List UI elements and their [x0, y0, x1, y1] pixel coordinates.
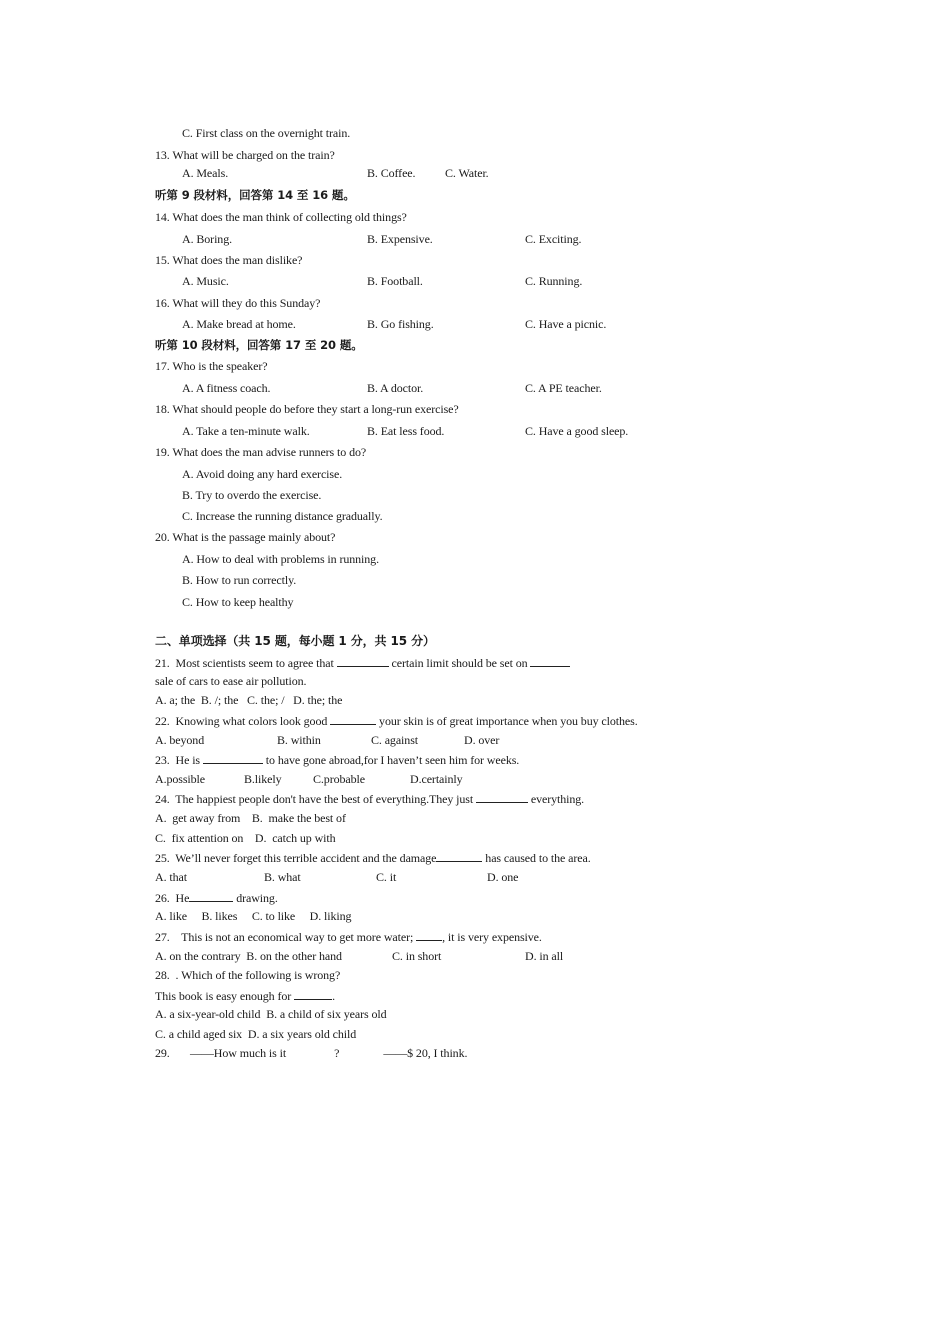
q15-option-b: B. Football.	[367, 274, 423, 288]
q29-text-2: ?	[334, 1046, 340, 1060]
q23-option-b: B.likely	[244, 772, 282, 786]
q20-option-b: B. How to run correctly.	[182, 573, 297, 587]
q21-text-1: 21. Most scientists seem to agree that	[155, 656, 337, 670]
q24-options-1: A. get away from B. make the best of	[155, 811, 346, 825]
listening-header-9: 听第 9 段材料，回答第 14 至 16 题。	[155, 188, 355, 202]
q20-stem: 20. What is the passage mainly about?	[155, 530, 336, 544]
q29-text-1: 29. ——How much is it	[155, 1046, 287, 1060]
q28-line	[155, 988, 335, 1003]
q25-option-b: B. what	[264, 870, 301, 884]
q21-line	[155, 655, 570, 670]
q25-text-2: has caused to the area.	[482, 851, 591, 865]
q27-text-1: 27. This is not an economical way to get more water;	[155, 930, 417, 944]
q27-option-d: D. in all	[525, 949, 564, 963]
q15-option-c: C. Running.	[525, 274, 583, 288]
section-2-title: 二、单项选择（共 15 题，每小题 1 分，共 15 分）	[155, 634, 435, 648]
q23-option-c: C.probable	[313, 772, 365, 786]
q21-blank-2	[530, 655, 570, 667]
q14-option-c: C. Exciting.	[525, 232, 582, 246]
q28-text-1: This book is easy enough for	[155, 989, 295, 1003]
q14-stem: 14. What does the man think of collecting old things?	[155, 210, 407, 224]
q17-option-c: C. A PE teacher.	[525, 381, 602, 395]
q22-line	[155, 713, 638, 728]
q28-options-1: A. a six-year-old child B. a child of six years old	[155, 1007, 387, 1021]
listening-header-10: 听第 10 段材料，回答第 17 至 20 题。	[155, 338, 363, 352]
q21-line-2: sale of cars to ease air pollution.	[155, 674, 307, 688]
q18-stem: 18. What should people do before they start a long-run exercise?	[155, 402, 459, 416]
q19-option-c: C. Increase the running distance gradually.	[182, 509, 383, 523]
q24-text-2: everything.	[527, 792, 585, 806]
q18-option-a: A. Take a ten-minute walk.	[182, 424, 310, 438]
q26-text-2: drawing.	[233, 891, 278, 905]
q16-option-a: A. Make bread at home.	[182, 317, 296, 331]
q24-text-1: 24. The happiest people don't have the best of everything.They just	[155, 792, 476, 806]
q24-line	[155, 791, 584, 806]
q23-line	[155, 752, 519, 767]
q26-text-1: 26. He	[155, 891, 190, 905]
q22-option-b: B. within	[277, 733, 321, 747]
q14-option-a: A. Boring.	[182, 232, 233, 246]
q29-line	[155, 1046, 467, 1060]
q23-option-d: D.certainly	[410, 772, 463, 786]
q19-option-a: A. Avoid doing any hard exercise.	[182, 467, 343, 481]
q26-blank	[189, 890, 233, 902]
q22-text-1: 22. Knowing what colors look good	[155, 714, 331, 728]
q14-option-b: B. Expensive.	[367, 232, 433, 246]
q22-text-2: your skin is of great importance when you buy clothes.	[376, 714, 638, 728]
q17-option-b: B. A doctor.	[367, 381, 424, 395]
q15-stem: 15. What does the man dislike?	[155, 253, 303, 267]
q27-blank	[416, 929, 442, 941]
q13-option-c: C. Water.	[445, 166, 489, 180]
q23-blank	[203, 752, 263, 764]
q17-stem: 17. Who is the speaker?	[155, 359, 268, 373]
q27-line	[155, 929, 542, 944]
q13-stem: 13. What will be charged on the train?	[155, 148, 335, 162]
q25-option-c: C. it	[376, 870, 397, 884]
q22-blank	[330, 713, 376, 725]
q18-option-b: B. Eat less food.	[367, 424, 445, 438]
q27-option-c: C. in short	[392, 949, 442, 963]
q23-text-2: to have gone abroad,for I haven’t seen him for weeks.	[262, 753, 520, 767]
q28-options-2: C. a child aged six D. a six years old child	[155, 1027, 357, 1041]
q12-option-c: C. First class on the overnight train.	[182, 126, 351, 140]
q22-option-a: A. beyond	[155, 733, 205, 747]
q18-option-c: C. Have a good sleep.	[525, 424, 629, 438]
q20-option-c: C. How to keep healthy	[182, 595, 294, 609]
q28-text-2: .	[332, 989, 335, 1003]
q13-option-a: A. Meals.	[182, 166, 229, 180]
q19-option-b: B. Try to overdo the exercise.	[182, 488, 322, 502]
q27-options-ab: A. on the contrary B. on the other hand	[155, 949, 342, 963]
q21-blank-1	[337, 655, 389, 667]
q13-option-b: B. Coffee.	[367, 166, 416, 180]
q17-option-a: A. A fitness coach.	[182, 381, 271, 395]
q19-stem: 19. What does the man advise runners to do?	[155, 445, 367, 459]
q26-options: A. like B. likes C. to like D. liking	[155, 909, 352, 923]
q15-option-a: A. Music.	[182, 274, 229, 288]
q24-blank	[476, 791, 528, 803]
q28-stem: 28. . Which of the following is wrong?	[155, 968, 341, 982]
q25-option-a: A. that	[155, 870, 187, 884]
q20-option-a: A. How to deal with problems in running.	[182, 552, 379, 566]
q21-text-2: certain limit should be set on	[388, 656, 531, 670]
q25-option-d: D. one	[487, 870, 519, 884]
q27-text-2: , it is very expensive.	[442, 930, 542, 944]
q23-option-a: A.possible	[155, 772, 206, 786]
q16-stem: 16. What will they do this Sunday?	[155, 296, 321, 310]
q29-text-3: ——$ 20, I think.	[383, 1046, 468, 1060]
q28-blank	[294, 988, 332, 1000]
q23-text-1: 23. He is	[155, 753, 203, 767]
q25-blank	[436, 850, 482, 862]
q21-options: A. a; the B. /; the C. the; / D. the; the	[155, 693, 343, 707]
q25-line	[155, 850, 591, 865]
q24-options-2: C. fix attention on D. catch up with	[155, 831, 336, 845]
q22-option-d: D. over	[464, 733, 500, 747]
q25-text-1: 25. We’ll never forget this terrible accident and the damage	[155, 851, 437, 865]
q16-option-c: C. Have a picnic.	[525, 317, 607, 331]
q26-line	[155, 890, 278, 905]
q22-option-c: C. against	[371, 733, 418, 747]
q16-option-b: B. Go fishing.	[367, 317, 434, 331]
